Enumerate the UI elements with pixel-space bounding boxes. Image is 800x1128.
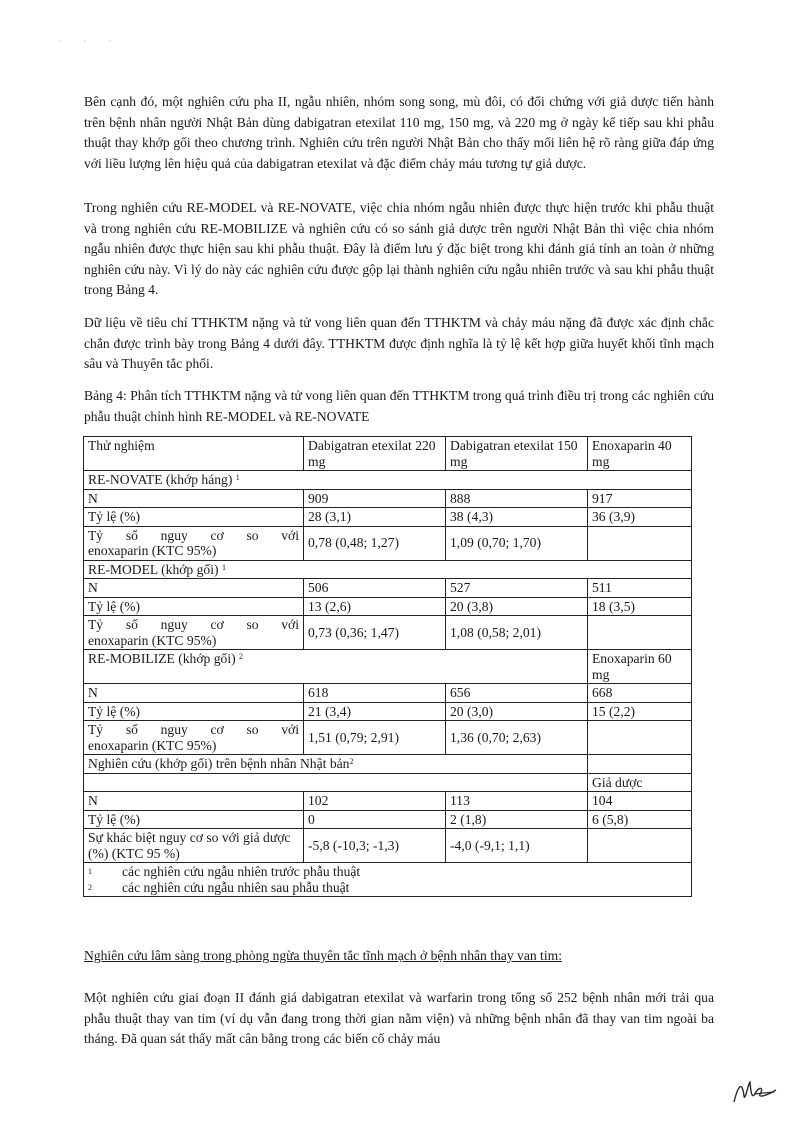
table-row (84, 792, 692, 811)
row-label-risk-difference: Sự khác biệt nguy cơ so với giả dược (%) (KTC 95 %) (84, 829, 304, 863)
row-label-risk-ratio: Tỷ số nguy cơ so với enoxaparin (KTC 95%) (84, 616, 304, 650)
cell-value: 38 (4,3) (446, 508, 588, 527)
paragraph-vte-definition: Dữ liệu về tiêu chí TTHKTM nặng và tử vong liên quan đến TTHKTM và chảy máu nặng đã được xác định chắc chắn được trình bày trong Bảng 4 dưới đây. TTHKTM được định nghĩa là tỷ lệ kết hợp giữa huyết khối tĩnh mạch sâu và Thuyên tắc phổi. (84, 315, 714, 371)
cell-value: 36 (3,9) (588, 508, 692, 527)
cell-value: 102 (304, 792, 446, 811)
section-row-remobilize (84, 650, 692, 684)
cell-value: 0,78 (0,48; 1,27) (304, 526, 446, 560)
table-caption: Bảng 4: Phân tích TTHKTM nặng và tử vong liên quan đến TTHKTM trong quá trình điều trị trong các nghiên cứu phẫu thuật chỉnh hình RE-MODEL và RE-NOVATE (84, 388, 714, 424)
cell-value: 1,36 (0,70; 2,63) (446, 721, 588, 755)
table-row (84, 810, 692, 829)
section-row-remodel (84, 560, 692, 579)
cell-value: 28 (3,1) (304, 508, 446, 527)
section-title-remobilize: RE-MOBILIZE (khớp gối) $^2$ (84, 650, 588, 684)
cell-value: 668 (588, 684, 692, 703)
paragraph-heart-valve-study: Một nghiên cứu giai đoạn II đánh giá dabigatran etexilat và warfarin trong tổng số 252 bệnh nhân mới trải qua phẫu thuật thay van tim (ví dụ vẫn đang trong thời gian nằm viện) và những bệnh nhân đã thay van tim ngoài ba tháng. Đã quan sát thấy mất cân bằng trong các biến cố chảy máu (84, 990, 714, 1046)
cell-value: 104 (588, 792, 692, 811)
cell-value: 527 (446, 579, 588, 598)
results-table (83, 436, 692, 897)
table-row (84, 579, 692, 598)
header-trial: Thử nghiệm (84, 437, 304, 471)
cell-value: 506 (304, 579, 446, 598)
table-footnotes (84, 863, 692, 897)
footnote: 2 các nghiên cứu ngẫu nhiên sau phẫu thuật (88, 879, 350, 895)
row-label-n: N (84, 579, 304, 598)
cell-value: 18 (3,5) (588, 597, 692, 616)
row-label-risk-ratio: Tỷ số nguy cơ so với enoxaparin (KTC 95%) (84, 526, 304, 560)
cell-value: 888 (446, 489, 588, 508)
section-row-japan (84, 755, 692, 774)
cell-value: 0,73 (0,36; 1,47) (304, 616, 446, 650)
table-row (84, 526, 692, 560)
row-label-n: N (84, 792, 304, 811)
section-title-remodel: RE-MODEL (khớp gối) $^1$ (84, 560, 692, 579)
cell-value: 1,51 (0,79; 2,91) (304, 721, 446, 755)
footnote-row (84, 863, 692, 897)
scan-speck: · · · (58, 36, 122, 46)
table-row (84, 508, 692, 527)
table-header-row (84, 437, 692, 471)
cell-empty (588, 755, 692, 774)
cell-value: 20 (3,0) (446, 702, 588, 721)
row-label-risk-ratio: Tỷ số nguy cơ so với enoxaparin (KTC 95%) (84, 721, 304, 755)
table-row (84, 721, 692, 755)
cell-value: 15 (2,2) (588, 702, 692, 721)
section-heading-heart-valve: Nghiên cứu lâm sàng trong phòng ngừa thuyên tắc tĩnh mạch ở bệnh nhân thay van tim: (84, 948, 562, 963)
cell-value: 13 (2,6) (304, 597, 446, 616)
cell-value: 0 (304, 810, 446, 829)
cell-value: 6 (5,8) (588, 810, 692, 829)
row-label-rate: Tỷ lệ (%) (84, 702, 304, 721)
header-dabigatran-150: Dabigatran etexilat 150 mg (446, 437, 588, 471)
cell-value: 656 (446, 684, 588, 703)
row-label-n: N (84, 684, 304, 703)
handwritten-initials-signature (730, 1072, 780, 1112)
table-row (84, 597, 692, 616)
cell-value: 917 (588, 489, 692, 508)
section-row-renovate (84, 471, 692, 490)
cell-value: 909 (304, 489, 446, 508)
cell-empty (84, 773, 588, 792)
table-row (84, 702, 692, 721)
cell-value: 113 (446, 792, 588, 811)
footnote: 1 các nghiên cứu ngẫu nhiên trước phẫu thuật (88, 864, 361, 879)
cell-empty (588, 829, 692, 863)
row-label-rate: Tỷ lệ (%) (84, 508, 304, 527)
section-title-japan: Nghiên cứu (khớp gối) trên bệnh nhân Nhật bản$^2$ (84, 755, 588, 774)
cell-value: -4,0 (-9,1; 1,1) (446, 829, 588, 863)
header-enoxaparin-40: Enoxaparin 40 mg (588, 437, 692, 471)
table-row (84, 829, 692, 863)
paragraph-randomization: Trong nghiên cứu RE-MODEL và RE-NOVATE, việc chia nhóm ngẫu nhiên được thực hiện trước khi phẫu thuật và trong nghiên cứu RE-MOBILIZE và nghiên cứu có so sánh giả dược trên người Nhật Bản thì việc chia nhóm ngẫu nhiên được thực hiện sau khi phẫu thuật. Đây là điểm lưu ý đặc biệt trong khi đánh giá tính an toàn ở những nghiên cứu này. Vì lý do này các nghiên cứu được gộp lại thành nghiên cứu ngẫu nhiên trước và sau khi phẫu thuật trong Bảng 4. (84, 200, 714, 297)
cell-value: -5,8 (-10,3; -1,3) (304, 829, 446, 863)
comparator-enoxaparin-60: Enoxaparin 60 mg (588, 650, 692, 684)
cell-value: 1,09 (0,70; 1,70) (446, 526, 588, 560)
cell-value: 20 (3,8) (446, 597, 588, 616)
row-label-n: N (84, 489, 304, 508)
cell-empty (588, 616, 692, 650)
header-dabigatran-220: Dabigatran etexilat 220 mg (304, 437, 446, 471)
cell-value: 21 (3,4) (304, 702, 446, 721)
cell-value: 511 (588, 579, 692, 598)
row-label-rate: Tỷ lệ (%) (84, 597, 304, 616)
cell-empty (588, 526, 692, 560)
row-label-rate: Tỷ lệ (%) (84, 810, 304, 829)
table-row (84, 616, 692, 650)
table-row (84, 773, 692, 792)
table-row (84, 684, 692, 703)
cell-empty (588, 721, 692, 755)
section-title-renovate: RE-NOVATE (khớp háng) $^1$ (84, 471, 692, 490)
cell-value: 2 (1,8) (446, 810, 588, 829)
cell-value: 1,08 (0,58; 2,01) (446, 616, 588, 650)
comparator-placebo: Giả dược (588, 773, 692, 792)
cell-value: 618 (304, 684, 446, 703)
paragraph-japan-study: Bên cạnh đó, một nghiên cứu pha II, ngẫu nhiên, nhóm song song, mù đôi, có đối chứng với giả dược tiến hành trên bệnh nhân người Nhật Bản dùng dabigatran etexilat 110 mg, 150 mg, và 220 mg ở ngày kế tiếp sau khi phẫu thuật thay khớp gối theo chương trình. Nghiên cứu trên người Nhật Bản cho thấy mối liên hệ rõ ràng giữa đáp ứng với liều lượng lên hiệu quả của dabigatran etexilat và đặc điểm chảy máu tương tự giả dược. (84, 94, 714, 171)
table-row (84, 489, 692, 508)
